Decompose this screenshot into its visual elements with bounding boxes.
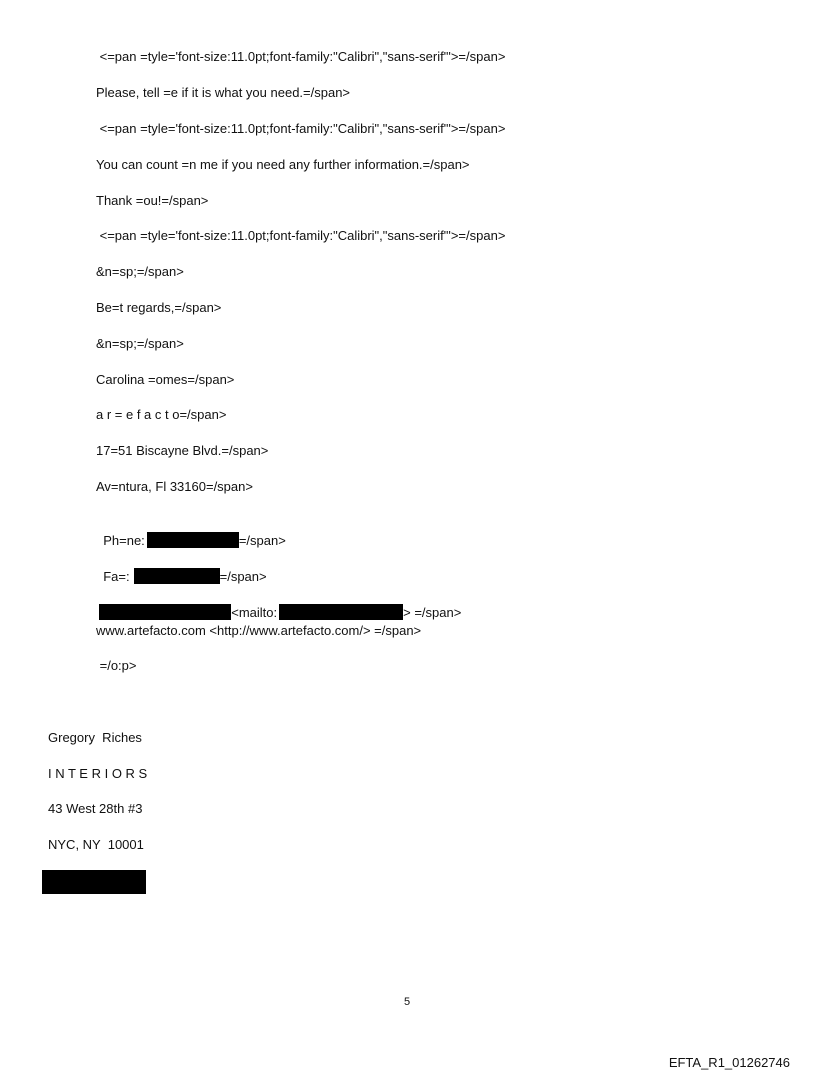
email-line-11: a r = e f a c t o=/span> (96, 407, 227, 422)
email-line-2: Please, tell =e if it is what you need.=/span> (96, 85, 351, 100)
mailto-line (92, 586, 461, 622)
page-number: 5 (404, 996, 411, 1008)
email-line-3: <=pan =tyle='font-size:11.0pt;font-family:"Calibri","sans-serif"'>=/span> (96, 121, 506, 136)
email-line-4: You can count =n me if you need any further information.=/span> (96, 157, 470, 172)
fax-label: Fa=: (103, 569, 130, 584)
phone-line (96, 514, 286, 550)
fax-line (96, 550, 267, 586)
signature-address-1: 43 West 28th #3 (48, 801, 143, 816)
email-line-10: Carolina =omes=/span> (96, 372, 235, 387)
signature-address-2: NYC, NY 10001 (48, 837, 144, 852)
website-line: www.artefacto.com <http://www.artefacto.com/> =/span> (96, 623, 422, 638)
mailto-suffix: > =/span> (403, 605, 462, 620)
mailto-text: <mailto: (231, 605, 278, 620)
redaction-block (42, 870, 146, 894)
fax-suffix: =/span> (219, 569, 267, 584)
email-line-5: Thank =ou!=/span> (96, 193, 209, 208)
document-id: EFTA_R1_01262746 (668, 1055, 790, 1070)
redaction-bar (134, 568, 220, 584)
email-line-12: 17=51 Biscayne Blvd.=/span> (96, 443, 269, 458)
email-line-1: <=pan =tyle='font-size:11.0pt;font-family:"Calibri","sans-serif"'>=/span> (96, 49, 506, 64)
signature-name: Gregory Riches (48, 730, 142, 745)
email-line-9: &n=sp;=/span> (96, 336, 184, 351)
email-line-7: &n=sp;=/span> (96, 264, 184, 279)
signature-company: I N T E R I O R S (48, 766, 148, 781)
email-line-6: <=pan =tyle='font-size:11.0pt;font-family:"Calibri","sans-serif"'>=/span> (96, 228, 506, 243)
phone-suffix: =/span> (238, 533, 286, 548)
phone-label: Ph=ne: (103, 533, 145, 548)
email-line-13: Av=ntura, Fl 33160=/span> (96, 479, 253, 494)
redaction-bar (99, 604, 231, 620)
redaction-bar (279, 604, 403, 620)
email-line-8: Be=t regards,=/span> (96, 300, 222, 315)
redaction-bar (147, 532, 239, 548)
closing-tag-line: =/o:p> (96, 658, 137, 673)
